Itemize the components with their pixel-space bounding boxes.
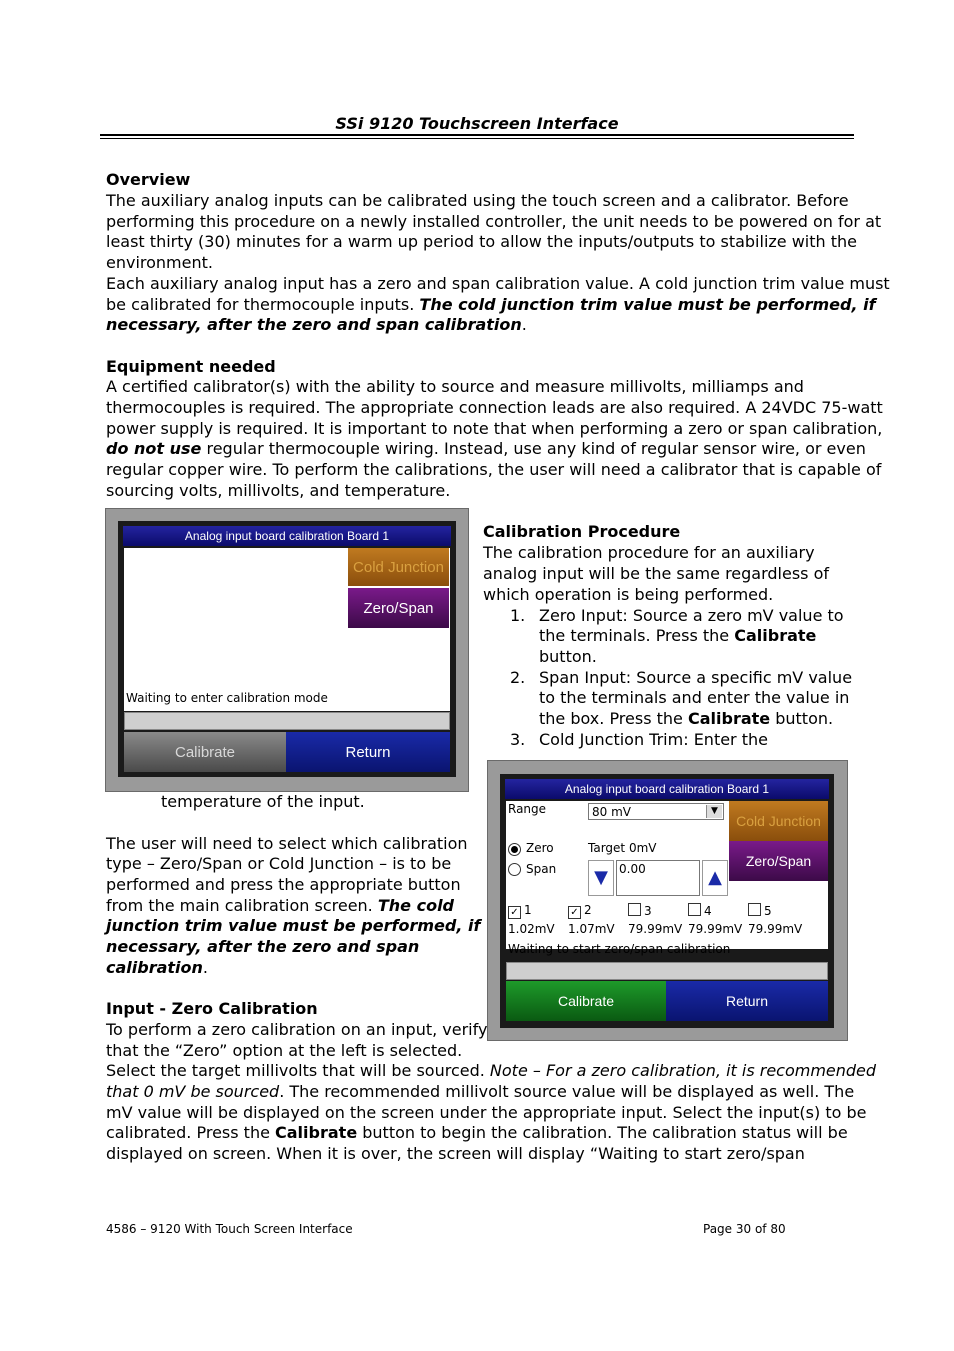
range-label: Range [508, 802, 547, 816]
span-label: Span [526, 862, 557, 876]
range-value: 80 mV [592, 805, 631, 819]
status-text: Waiting to start zero/span calibration [508, 942, 731, 956]
input-reading: 79.99mV [688, 922, 743, 936]
calibration-screenshot-2 [487, 760, 848, 1041]
input-checkbox-2[interactable]: ✓ 2 [568, 903, 592, 919]
select-line: calibration. [106, 958, 208, 977]
footer-doc-title: 4586 – 9120 With Touch Screen Interface [106, 1222, 353, 1236]
step-text: to the terminals and enter the value in [539, 688, 850, 707]
input-reading: 1.02mV [508, 922, 555, 936]
select-line: performed and press the appropriate button [106, 875, 461, 894]
zero-cal-line: calibrated. Press the Calibrate button to begin the calibration. The calibration status will be [106, 1123, 848, 1142]
footer-page-number: Page 30 of 80 [703, 1222, 786, 1236]
zero-label: Zero [526, 841, 554, 855]
overview-line: The auxiliary analog inputs can be calibrated using the touch screen and a calibrator. Before [106, 191, 849, 210]
overview-heading: Overview [106, 170, 191, 189]
range-select[interactable] [588, 803, 724, 820]
page-header-title: SSi 9120 Touchscreen Interface [335, 114, 619, 133]
overview-line: necessary, after the zero and span calibration. [106, 315, 527, 334]
zero-cal-line: displayed on screen. When it is over, the screen will display “Waiting to start zero/span [106, 1144, 805, 1163]
cold-junction-button[interactable]: Cold Junction [729, 801, 828, 841]
calibrate-button[interactable]: Calibrate [506, 981, 666, 1021]
zero-span-button[interactable]: Zero/Span [729, 841, 828, 881]
step-number: 1. [510, 606, 526, 625]
equipment-heading: Equipment needed [106, 357, 276, 376]
calibrate-button[interactable]: Calibrate [124, 732, 286, 772]
header-rule-thin [100, 138, 854, 139]
equipment-line: A certified calibrator(s) with the ability to source and measure millivolts, milliamps and [106, 377, 804, 396]
screen-title: Analog input board calibration Board 1 [505, 779, 829, 799]
procedure-heading: Calibration Procedure [483, 522, 681, 541]
value-text: 0.00 [619, 862, 646, 876]
step-text: Cold Junction Trim: Enter the [539, 730, 768, 749]
screen-title: Analog input board calibration Board 1 [123, 526, 451, 546]
arrow-up-icon: ▲ [708, 867, 722, 888]
span-radio[interactable] [508, 863, 521, 876]
select-line: junction trim value must be performed, if [106, 916, 481, 935]
equipment-line: do not use regular thermocouple wiring. Instead, use any kind of regular sensor wire, or even [106, 439, 866, 458]
input-checkbox-4[interactable]: 4 [688, 903, 712, 918]
procedure-intro: analog input will be the same regardless of [483, 564, 830, 583]
chevron-down-icon: ▼ [706, 805, 722, 818]
equipment-line: sourcing volts, millivolts, and temperature. [106, 481, 451, 500]
step-text: the terminals. Press the Calibrate [539, 626, 817, 645]
equipment-line: regular copper wire. To perform the calibrations, the user will need a calibrator that is capable of [106, 460, 882, 479]
value-up-button[interactable] [702, 860, 728, 896]
procedure-intro: which operation is being performed. [483, 585, 774, 604]
input-checkbox-5[interactable]: 5 [748, 903, 772, 918]
zero-cal-line: Select the target millivolts that will be sourced. Note – For a zero calibration, it is recommended [106, 1061, 877, 1080]
zero-cal-line: that the “Zero” option at the left is selected. [106, 1041, 463, 1060]
step-number: 3. [510, 730, 526, 749]
step-text: the box. Press the Calibrate button. [539, 709, 834, 728]
zero-span-button[interactable]: Zero/Span [348, 588, 449, 628]
select-line: from the main calibration screen. The cold [106, 896, 454, 915]
header-rule [100, 134, 854, 136]
input-checkbox-3[interactable]: 3 [628, 903, 652, 918]
overview-line: environment. [106, 253, 213, 272]
input-reading: 79.99mV [748, 922, 803, 936]
step-text: button. [539, 647, 597, 666]
status-text: Waiting to enter calibration mode [126, 691, 328, 705]
select-line: type – Zero/Span or Cold Junction – is to be [106, 854, 452, 873]
status-bar [124, 712, 450, 730]
calibration-screenshot-1 [105, 508, 469, 792]
zero-cal-heading: Input - Zero Calibration [106, 999, 318, 1018]
select-line: The user will need to select which calibration [106, 834, 468, 853]
zero-radio[interactable] [508, 843, 521, 856]
step-text: temperature of the input. [161, 792, 365, 811]
overview-line: Each auxiliary analog input has a zero and span calibration value. A cold junction trim value must [106, 274, 890, 293]
overview-line: least thirty (30) minutes for a warm up period to allow the inputs/outputs to stabilize with the [106, 232, 858, 251]
arrow-down-icon: ▼ [594, 867, 608, 888]
return-button[interactable]: Return [286, 732, 450, 772]
input-checkbox-1[interactable]: ✓ 1 [508, 903, 532, 919]
overview-line: be calibrated for thermocouple inputs. The cold junction trim value must be performed, if [106, 295, 876, 314]
step-text: Zero Input: Source a zero mV value to [539, 606, 844, 625]
value-down-button[interactable] [588, 860, 614, 896]
equipment-line: thermocouples is required. The appropriate connection leads are also required. A 24VDC 75-watt [106, 398, 883, 417]
target-label: Target 0mV [588, 841, 657, 855]
zero-cal-line: mV value will be displayed on the screen under the appropriate input. Select the input(s) to be [106, 1103, 867, 1122]
overview-line: performing this procedure on a newly installed controller, the unit needs to be powered on for at [106, 212, 882, 231]
equipment-line: power supply is required. It is important to note that when performing a zero or span calibration, [106, 419, 883, 438]
procedure-intro: The calibration procedure for an auxiliary [483, 543, 815, 562]
status-bar [506, 962, 828, 980]
return-button[interactable]: Return [666, 981, 828, 1021]
value-input[interactable] [616, 860, 700, 896]
zero-cal-line: To perform a zero calibration on an input, verify [106, 1020, 488, 1039]
step-number: 2. [510, 668, 526, 687]
cold-junction-button[interactable]: Cold Junction [348, 548, 449, 586]
select-line: necessary, after the zero and span [106, 937, 420, 956]
input-reading: 1.07mV [568, 922, 615, 936]
step-text: Span Input: Source a specific mV value [539, 668, 853, 687]
zero-cal-line: that 0 mV be sourced. The recommended millivolt source value will be displayed as well. The [106, 1082, 855, 1101]
input-reading: 79.99mV [628, 922, 683, 936]
